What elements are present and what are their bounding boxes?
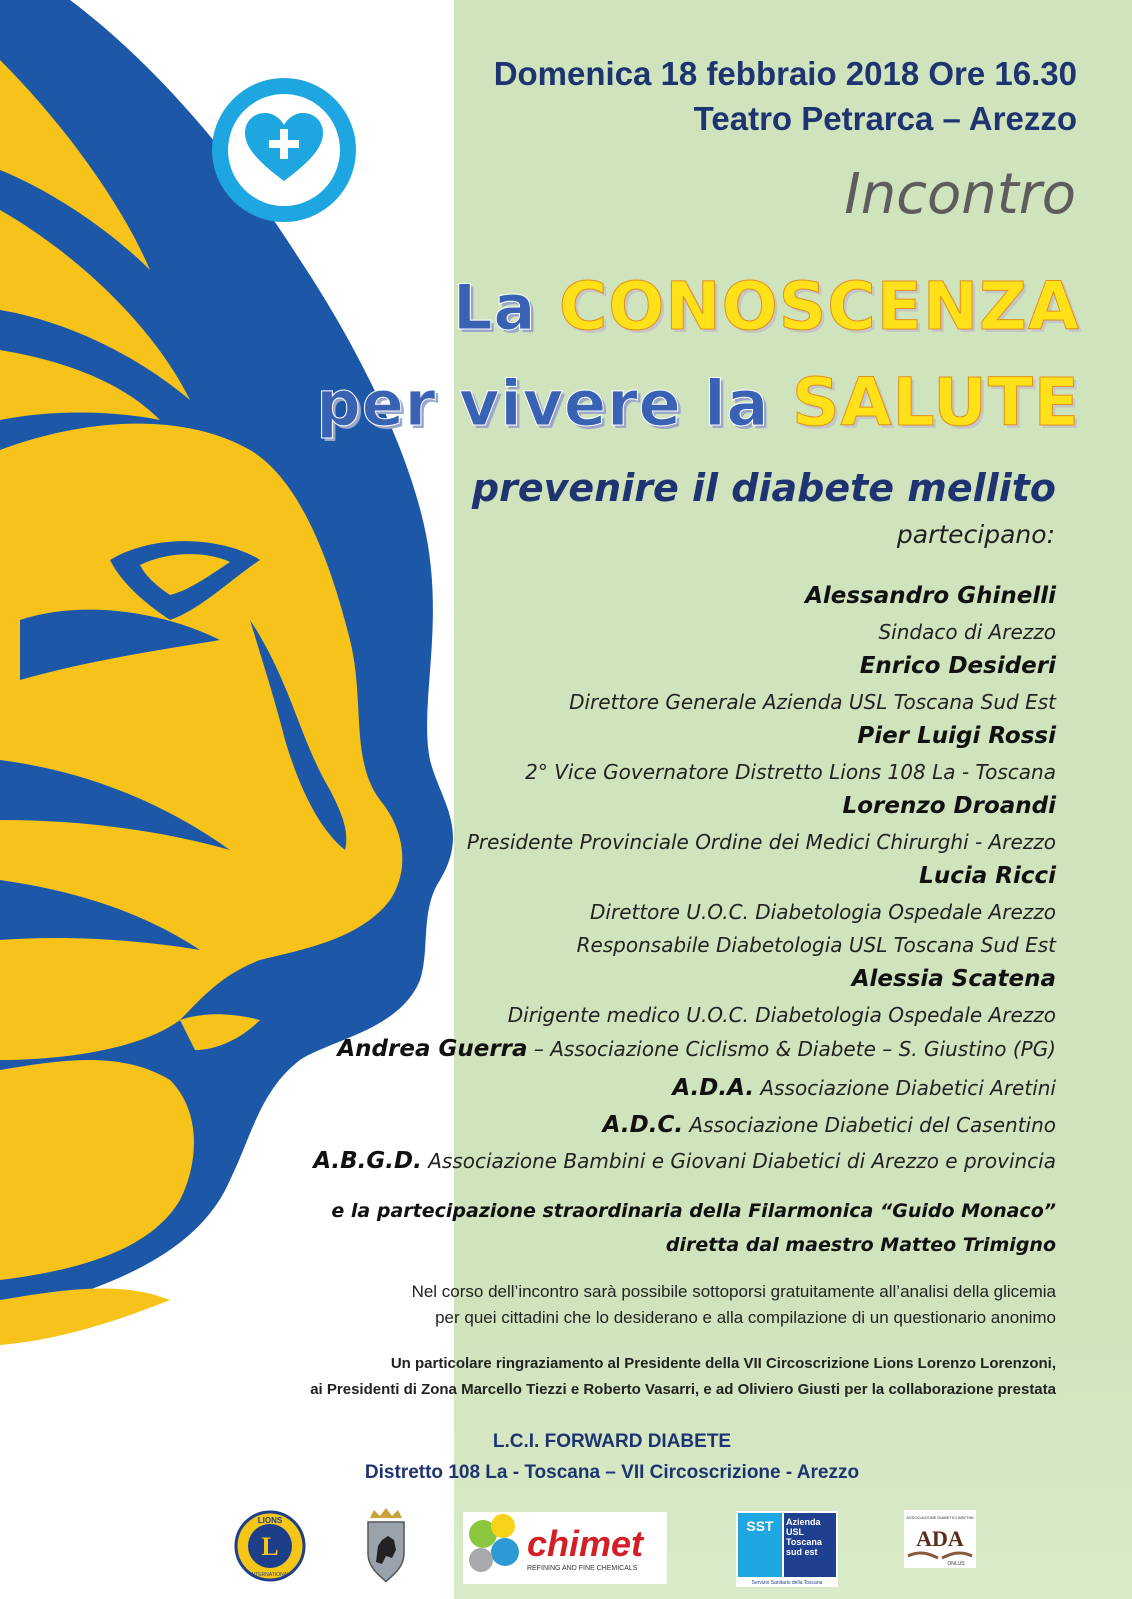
participant-inline — [672, 1075, 1056, 1101]
sst-caption: Servizio Sanitario della Toscana — [751, 1580, 823, 1586]
participant-role: Direttore U.O.C. Diabetologia Ospedale Arezzo — [590, 900, 1056, 924]
participant-inline-desc: Associazione Diabetici del Casentino — [683, 1113, 1056, 1137]
participant-inline-name: A.B.G.D. — [313, 1148, 422, 1174]
special-guest-line-1: e la partecipazione straordinaria della Filarmonica “Guido Monaco” — [331, 1200, 1056, 1222]
participant-role: Presidente Provinciale Ordine dei Medici Chirurghi - Arezzo — [466, 830, 1056, 854]
note-line-2: per quei cittadini che lo desiderano e alla compilazione di un questionario anonimo — [435, 1308, 1056, 1327]
participant-role: Sindaco di Arezzo — [878, 620, 1056, 644]
event-kicker: Incontro — [844, 162, 1076, 227]
participant-name: Alessia Scatena — [851, 966, 1056, 992]
participant-inline — [603, 1112, 1056, 1138]
title-la: La — [452, 271, 559, 344]
participant-inline — [313, 1148, 1056, 1174]
chimet-logo-name: chimet — [527, 1523, 644, 1564]
special-guest-line-2: diretta dal maestro Matteo Trimigno — [665, 1234, 1056, 1256]
participants-label: partecipano: — [896, 520, 1055, 549]
title-line-1 — [453, 268, 1080, 345]
participant-inline-name: A.D.A. — [672, 1075, 755, 1101]
participant-role: Dirigente medico U.O.C. Diabetologia Ospedale Arezzo — [507, 1003, 1056, 1027]
chimet-logo — [463, 1512, 667, 1584]
title-salute: SALUTE — [791, 364, 1080, 441]
participant-role: 2° Vice Governatore Distretto Lions 108 La - Toscana — [525, 760, 1056, 784]
participant-name: Alessandro Ghinelli — [805, 583, 1056, 609]
participant-inline-desc: Associazione Diabetici Aretini — [754, 1076, 1056, 1100]
svg-text:L: L — [261, 1532, 279, 1561]
participant-name: Pier Luigi Rossi — [857, 723, 1056, 749]
lion-head-illustration — [0, 0, 454, 1599]
ada-onlus: ONLUS — [947, 1561, 965, 1567]
event-date: Domenica 18 febbraio 2018 Ore 16.30 — [493, 55, 1077, 92]
participant-inline — [337, 1036, 1056, 1062]
sst-abbr: SST — [746, 1518, 774, 1534]
participant-inline-desc: Associazione Bambini e Giovani Diabetici di Arezzo e provincia — [421, 1149, 1056, 1173]
participant-name: Lorenzo Droandi — [842, 793, 1056, 819]
usl-toscana-sud-est-logo — [736, 1511, 838, 1587]
footer-organizer: L.C.I. FORWARD DIABETE — [492, 1431, 732, 1452]
thanks-line-1: Un particolare ringraziamento al Presidente della VII Circoscrizione Lions Lorenzo Lorenzoni, — [390, 1355, 1056, 1372]
participant-name: Enrico Desideri — [859, 653, 1056, 679]
sst-name: Azienda USL Toscana sud est — [786, 1517, 822, 1557]
chimet-logo-tagline: REFINING AND FINE CHEMICALS — [527, 1565, 638, 1572]
title-line-2 — [316, 364, 1080, 441]
ada-name: ADA — [916, 1526, 964, 1551]
health-heart-logo — [207, 73, 361, 227]
participant-role: Responsabile Diabetologia USL Toscana Sud Est — [576, 933, 1056, 957]
lions-logo-bottom-text: INTERNATIONAL — [250, 1572, 290, 1578]
participant-inline-name: A.D.C. — [602, 1112, 684, 1138]
footer-district: Distretto 108 La - Toscana – VII Circoscrizione - Arezzo — [364, 1462, 860, 1483]
ada-arc-text: ASSOCIAZIONE DIABETICI ARETINI — [906, 1515, 974, 1520]
ada-association-logo — [904, 1510, 976, 1568]
arezzo-coat-of-arms — [364, 1506, 408, 1584]
title-per-vivere-la: per vivere la — [316, 367, 792, 440]
thanks-line-2: ai Presidenti di Zona Marcello Tiezzi e Roberto Vasarri, e ad Oliviero Giusti per la collaborazione prestata — [310, 1381, 1056, 1398]
lions-logo-top-text: LIONS — [257, 1516, 283, 1525]
participant-role: Direttore Generale Azienda USL Toscana Sud Est — [569, 690, 1056, 714]
note-line-1: Nel corso dell’incontro sarà possibile sottoporsi gratuitamente all’analisi della glicemia — [411, 1282, 1056, 1301]
participant-inline-desc: – Associazione Ciclismo & Diabete – S. Giustino (PG) — [527, 1037, 1056, 1061]
lions-international-logo — [234, 1510, 306, 1582]
event-venue: Teatro Petrarca – Arezzo — [693, 100, 1077, 137]
event-subtitle: prevenire il diabete mellito — [471, 466, 1056, 510]
title-conoscenza: CONOSCENZA — [558, 268, 1080, 345]
participant-name: Lucia Ricci — [919, 863, 1056, 889]
participant-inline-name: Andrea Guerra — [337, 1036, 528, 1062]
